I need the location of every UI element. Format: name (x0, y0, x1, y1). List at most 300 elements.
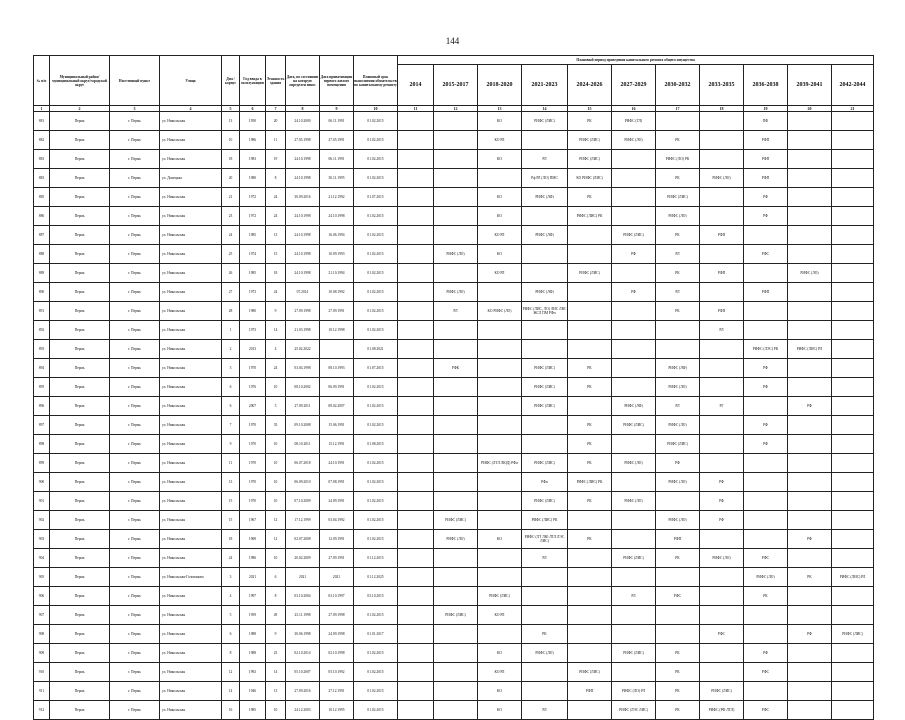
cell-period-8 (700, 378, 744, 397)
cell-deadline: 01.02.2015 (354, 245, 398, 264)
cell-floors: 10 (266, 378, 286, 397)
cell-build-year: 1973 (240, 283, 266, 302)
cell-house: 24 (222, 549, 240, 568)
cell-deadline: 01.02.2015 (354, 511, 398, 530)
cell-period-9: РФС (744, 663, 788, 682)
cell-privatization-date: 27.05.1991 (320, 131, 354, 150)
table-row (34, 207, 874, 226)
cell-period-5 (568, 625, 612, 644)
cell-period-1 (398, 682, 434, 701)
cell-period-7: РИФС (ЛО) РК (656, 150, 700, 169)
cell-period-11 (832, 606, 874, 625)
cell-house: 25 (222, 245, 240, 264)
cell-period-7: РК (656, 644, 700, 663)
cell-period-7: РЛ (656, 397, 700, 416)
cell-period-4 (522, 568, 568, 587)
cell-period-5: РИФС (ЛИС) РК (568, 207, 612, 226)
cell-period-3: КО РЛ (478, 606, 522, 625)
table-row (34, 492, 874, 511)
cell-period-1 (398, 131, 434, 150)
cell-period-10 (788, 245, 832, 264)
cell-period-1 (398, 511, 434, 530)
cell-privatization-date: 06.11.1991 (320, 112, 354, 131)
cell-period-8 (700, 587, 744, 606)
cell-build-year: 1970 (240, 454, 266, 473)
cell-period-3 (478, 435, 522, 454)
header-year-6: 2027-2029 (612, 65, 656, 106)
cell-period-3 (478, 321, 522, 340)
cell-build-year: 1959 (240, 606, 266, 625)
cell-build-year: 1950 (240, 112, 266, 131)
cell-period-3 (478, 492, 522, 511)
cell-wear-date: 20.02.2009 (286, 549, 320, 568)
cell-build-year: 1970 (240, 473, 266, 492)
cell-privatization-date: 10.09.1993 (320, 245, 354, 264)
cell-period-9: РИФС (ЛО) (744, 568, 788, 587)
cell-floors: 24 (266, 283, 286, 302)
cell-period-1 (398, 264, 434, 283)
cell-wear-date: 05.10.2007 (286, 663, 320, 682)
cell-period-8 (700, 131, 744, 150)
cell-floors: 20 (266, 112, 286, 131)
cell-period-7: РИФС (ЛИС) (656, 435, 700, 454)
table-row (34, 606, 874, 625)
cell-period-4: Рф РЛ (ЛО) ПМС (522, 169, 568, 188)
cell-street: ул. Никольская (160, 625, 222, 644)
cell-period-11 (832, 492, 874, 511)
cell-period-4 (522, 587, 568, 606)
cell-house: 3 (222, 359, 240, 378)
cell-settlement: г. Пермь (110, 682, 160, 701)
cell-house: 9 (222, 435, 240, 454)
cell-period-1 (398, 245, 434, 264)
cell-period-5: РИФС (ЛИС) РК (568, 473, 612, 492)
cell-period-6 (612, 207, 656, 226)
table-row (34, 701, 874, 720)
cell-period-6: РИФС (ЛИС) (612, 549, 656, 568)
cell-period-10 (788, 283, 832, 302)
cell-period-9: РФП (744, 283, 788, 302)
cell-municipality: Пермь (50, 207, 110, 226)
cell-municipality: Пермь (50, 264, 110, 283)
table-row (34, 473, 874, 492)
cell-period-1 (398, 359, 434, 378)
cell-period-6 (612, 302, 656, 321)
cell-period-2 (434, 701, 478, 720)
cell-street: ул. Никольская (160, 454, 222, 473)
cell-floors: 12 (266, 511, 286, 530)
cell-row-num: 897 (34, 416, 50, 435)
cell-house: 10 (222, 131, 240, 150)
cell-period-2: РИФС (ЛО) (434, 245, 478, 264)
cell-period-8 (700, 416, 744, 435)
cell-period-10 (788, 549, 832, 568)
cell-house: 12 (222, 663, 240, 682)
cell-period-9: РФС (744, 549, 788, 568)
cell-period-2 (434, 416, 478, 435)
cell-privatization-date: 27.09.1991 (320, 302, 354, 321)
cell-period-7: РК (656, 663, 700, 682)
cell-period-3 (478, 378, 522, 397)
cell-privatization-date: 15.12.1991 (320, 435, 354, 454)
cell-row-num: 905 (34, 568, 50, 587)
cell-period-9: РФ (744, 359, 788, 378)
cell-deadline: 01.02.2015 (354, 416, 398, 435)
cell-street: ул. Никольская (160, 378, 222, 397)
cell-wear-date: 03.04.1998 (286, 359, 320, 378)
cell-municipality: Пермь (50, 283, 110, 302)
column-number: 15 (568, 106, 612, 112)
cell-floors: 49 (266, 606, 286, 625)
cell-wear-date: 24.10.1998 (286, 245, 320, 264)
table-row (34, 397, 874, 416)
column-number: 4 (160, 106, 222, 112)
cell-municipality: Пермь (50, 359, 110, 378)
cell-floors: 10 (266, 473, 286, 492)
cell-wear-date: 08.10.2002 (286, 378, 320, 397)
cell-period-11 (832, 283, 874, 302)
column-number: 7 (266, 106, 286, 112)
cell-build-year: 1967 (240, 511, 266, 530)
cell-period-8 (700, 435, 744, 454)
cell-period-11: РИФС (ЛИС) (832, 625, 874, 644)
column-number: 9 (320, 106, 354, 112)
cell-period-2 (434, 682, 478, 701)
cell-row-num: 889 (34, 264, 50, 283)
cell-period-5 (568, 340, 612, 359)
cell-period-7: РИФС (ЛИС) (656, 188, 700, 207)
cell-build-year: 1970 (240, 359, 266, 378)
cell-period-4 (522, 663, 568, 682)
cell-period-2 (434, 568, 478, 587)
cell-period-8: РИФС (РФ ЛТЛ) (700, 701, 744, 720)
cell-municipality: Пермь (50, 682, 110, 701)
cell-period-7: РФП (656, 530, 700, 549)
cell-street: ул. Никольская (160, 131, 222, 150)
cell-municipality: Пермь (50, 568, 110, 587)
cell-period-7: РК (656, 131, 700, 150)
cell-period-2 (434, 226, 478, 245)
cell-deadline: 01.02.2015 (354, 207, 398, 226)
cell-build-year: 1986 (240, 549, 266, 568)
cell-wear-date: 24.10.2000 (286, 112, 320, 131)
cell-floors: 19 (266, 150, 286, 169)
table-row (34, 625, 874, 644)
cell-settlement: г. Пермь (110, 378, 160, 397)
cell-period-2 (434, 131, 478, 150)
cell-municipality: Пермь (50, 416, 110, 435)
cell-period-10 (788, 150, 832, 169)
cell-period-2 (434, 663, 478, 682)
cell-privatization-date: 24.10.1991 (320, 454, 354, 473)
cell-settlement: г. Пермь (110, 663, 160, 682)
header-col-num: № п/п (34, 56, 50, 106)
cell-house: 2 (222, 340, 240, 359)
cell-row-num: 898 (34, 435, 50, 454)
table-row (34, 302, 874, 321)
cell-period-9 (744, 511, 788, 530)
cell-period-3: КО (478, 644, 522, 663)
cell-period-7 (656, 606, 700, 625)
cell-floors: 10 (266, 701, 286, 720)
cell-privatization-date (320, 340, 354, 359)
cell-period-7: РЛ (656, 283, 700, 302)
cell-deadline: 01.02.2015 (354, 701, 398, 720)
cell-period-9 (744, 682, 788, 701)
cell-privatization-date: 07.08.1991 (320, 473, 354, 492)
cell-period-9: РФ (744, 207, 788, 226)
cell-deadline: 01.02.2015 (354, 663, 398, 682)
cell-row-num: 881 (34, 112, 50, 131)
cell-period-2: РФК (434, 359, 478, 378)
cell-period-1 (398, 302, 434, 321)
cell-floors: 9 (266, 625, 286, 644)
cell-period-11 (832, 435, 874, 454)
cell-privatization-date: 15.06.1991 (320, 416, 354, 435)
cell-period-9: РФ (744, 435, 788, 454)
cell-floors: 11 (266, 131, 286, 150)
cell-period-3: КО РЛ (478, 663, 522, 682)
cell-period-4 (522, 606, 568, 625)
cell-period-4: РИФС (ЛО) (522, 644, 568, 663)
cell-period-10 (788, 378, 832, 397)
cell-period-1 (398, 226, 434, 245)
column-number: 12 (434, 106, 478, 112)
cell-build-year: 1970 (240, 492, 266, 511)
table-row (34, 454, 874, 473)
header-year-2: 2015-2017 (434, 65, 478, 106)
cell-period-6 (612, 511, 656, 530)
cell-period-2: РИФС (ЛО) (434, 530, 478, 549)
cell-floors: 10 (266, 435, 286, 454)
cell-period-7: РИФС (ЛО) (656, 378, 700, 397)
cell-street: ул. Никольская (160, 359, 222, 378)
header-year-4: 2021-2023 (522, 65, 568, 106)
cell-period-4 (522, 245, 568, 264)
cell-period-7: РИФС (ЛФ) (656, 359, 700, 378)
cell-period-8: РИФС (ЛИС) (700, 682, 744, 701)
cell-period-9 (744, 625, 788, 644)
cell-row-num: 908 (34, 625, 50, 644)
cell-period-6 (612, 169, 656, 188)
cell-street: ул. Никольская (160, 644, 222, 663)
cell-floors: 9 (266, 302, 286, 321)
cell-privatization-date: 30.11.1995 (320, 169, 354, 188)
cell-period-11 (832, 587, 874, 606)
cell-period-2 (434, 625, 478, 644)
cell-period-9 (744, 492, 788, 511)
cell-period-6: РИФС (ЛЭС ЛИС) (612, 701, 656, 720)
cell-municipality: Пермь (50, 150, 110, 169)
cell-period-2: РИФС (ЛО) (434, 283, 478, 302)
cell-period-8 (700, 340, 744, 359)
cell-house: 15 (222, 511, 240, 530)
cell-period-9: РК (744, 587, 788, 606)
cell-wear-date: 23.11.1998 (286, 606, 320, 625)
table-row (34, 378, 874, 397)
cell-period-5 (568, 321, 612, 340)
cell-period-2 (434, 321, 478, 340)
cell-deadline: 01.12.2025 (354, 568, 398, 587)
cell-period-11 (832, 340, 874, 359)
cell-municipality: Пермь (50, 454, 110, 473)
cell-period-10 (788, 112, 832, 131)
cell-period-3: КО (478, 207, 522, 226)
cell-period-1 (398, 188, 434, 207)
cell-row-num: 891 (34, 302, 50, 321)
cell-build-year: 1983 (240, 150, 266, 169)
cell-period-11 (832, 549, 874, 568)
cell-street: ул. Никольская (160, 226, 222, 245)
cell-period-9: РФС (744, 245, 788, 264)
cell-period-4 (522, 340, 568, 359)
cell-settlement: г. Пермь (110, 530, 160, 549)
cell-deadline: 01.01.2017 (354, 625, 398, 644)
header-col-settlement: Населенный пункт (110, 56, 160, 106)
cell-settlement: г. Пермь (110, 492, 160, 511)
cell-build-year: 1974 (240, 245, 266, 264)
cell-period-4: РИФС (ЛИС, ЛО) ЛИС ЛВС ЖСЛ ПМ РФп (522, 302, 568, 321)
cell-period-6 (612, 150, 656, 169)
cell-wear-date: 06.09.2010 (286, 473, 320, 492)
cell-row-num: 899 (34, 454, 50, 473)
cell-deadline: 01.02.2015 (354, 397, 398, 416)
cell-period-1 (398, 416, 434, 435)
cell-period-3: КО РЛ (478, 264, 522, 283)
cell-street: ул. Никольская (160, 321, 222, 340)
header-col-privatization-date: Дата приватизации первого жилого помещения (320, 56, 354, 106)
cell-period-4: РЛ (522, 150, 568, 169)
cell-period-4 (522, 435, 568, 454)
column-number: 5 (222, 106, 240, 112)
cell-period-5: РК (568, 112, 612, 131)
cell-build-year: 1976 (240, 378, 266, 397)
cell-deadline: 01.02.2015 (354, 682, 398, 701)
cell-period-3 (478, 283, 522, 302)
cell-privatization-date: 08.10.1993 (320, 359, 354, 378)
cell-settlement: г. Пермь (110, 568, 160, 587)
header-col-house: Дом / корпус (222, 56, 240, 106)
cell-period-5: РК (568, 492, 612, 511)
cell-privatization-date: 12.09.1991 (320, 530, 354, 549)
capital-repair-plan-table (33, 55, 874, 720)
cell-period-5 (568, 606, 612, 625)
cell-period-6 (612, 340, 656, 359)
cell-row-num: 895 (34, 378, 50, 397)
cell-period-11 (832, 245, 874, 264)
cell-row-num: 907 (34, 606, 50, 625)
cell-period-5: РК (568, 435, 612, 454)
cell-row-num: 890 (34, 283, 50, 302)
cell-period-8 (700, 454, 744, 473)
cell-build-year: 1992 (240, 663, 266, 682)
cell-row-num: 900 (34, 473, 50, 492)
cell-wear-date: 24.10.1998 (286, 207, 320, 226)
cell-period-4: РИФС (ЛИС) (522, 359, 568, 378)
cell-privatization-date: 24.09.1998 (320, 625, 354, 644)
cell-period-7 (656, 625, 700, 644)
cell-period-7: РК (656, 169, 700, 188)
cell-house: 24 (222, 226, 240, 245)
cell-period-10 (788, 454, 832, 473)
cell-period-6: РИФС (ГЛ) (612, 112, 656, 131)
cell-period-1 (398, 397, 434, 416)
cell-period-2 (434, 150, 478, 169)
cell-build-year: 1969 (240, 530, 266, 549)
cell-wear-date: 27.09.1998 (286, 302, 320, 321)
cell-period-5 (568, 283, 612, 302)
cell-settlement: г. Пермь (110, 435, 160, 454)
cell-settlement: г. Пермь (110, 245, 160, 264)
cell-period-7 (656, 340, 700, 359)
cell-period-10 (788, 682, 832, 701)
table-row (34, 188, 874, 207)
cell-period-10 (788, 663, 832, 682)
cell-house: 5 (222, 606, 240, 625)
cell-period-1 (398, 568, 434, 587)
table-row (34, 549, 874, 568)
cell-floors: 13 (266, 226, 286, 245)
header-year-11: 2042-2044 (832, 65, 874, 106)
column-number: 16 (612, 106, 656, 112)
cell-period-2 (434, 264, 478, 283)
cell-period-11 (832, 454, 874, 473)
cell-period-7: РК (656, 264, 700, 283)
cell-period-11 (832, 169, 874, 188)
cell-municipality: Пермь (50, 644, 110, 663)
table-row (34, 644, 874, 663)
cell-deadline: 01.02.2015 (354, 131, 398, 150)
cell-period-3: КО (478, 682, 522, 701)
cell-period-2 (434, 644, 478, 663)
table-row (34, 283, 874, 302)
cell-municipality: Пермь (50, 112, 110, 131)
cell-municipality: Пермь (50, 378, 110, 397)
header-year-5: 2024-2026 (568, 65, 612, 106)
cell-street: ул. Никольская (160, 188, 222, 207)
cell-period-3: КО РИФС (ЛО) (478, 302, 522, 321)
cell-period-1 (398, 150, 434, 169)
cell-period-10 (788, 169, 832, 188)
cell-period-5 (568, 701, 612, 720)
cell-privatization-date: 06.11.1991 (320, 150, 354, 169)
cell-period-11 (832, 701, 874, 720)
table-row (34, 150, 874, 169)
cell-row-num: 892 (34, 321, 50, 340)
cell-period-3 (478, 625, 522, 644)
cell-floors: 23 (266, 644, 286, 663)
cell-period-4: РИФС (ЛИС) (522, 492, 568, 511)
cell-period-6: РФ (612, 283, 656, 302)
cell-privatization-date: 16.06.1994 (320, 226, 354, 245)
cell-settlement: г. Пермь (110, 112, 160, 131)
cell-row-num: 886 (34, 207, 50, 226)
cell-floors: 18 (266, 264, 286, 283)
cell-period-10: РИФС (ЛИС) РЛ (788, 340, 832, 359)
table-row (34, 435, 874, 454)
cell-period-10: РФ (788, 625, 832, 644)
cell-build-year: 1980 (240, 302, 266, 321)
cell-wear-date: 02.07.2008 (286, 530, 320, 549)
column-number: 13 (478, 106, 522, 112)
cell-floors: 10 (266, 549, 286, 568)
cell-settlement: г. Пермь (110, 625, 160, 644)
cell-build-year: 2007 (240, 397, 266, 416)
cell-municipality: Пермь (50, 245, 110, 264)
table-row (34, 663, 874, 682)
cell-period-4: РИФС (ЛИС) (522, 378, 568, 397)
cell-wear-date: 17.12.1999 (286, 511, 320, 530)
